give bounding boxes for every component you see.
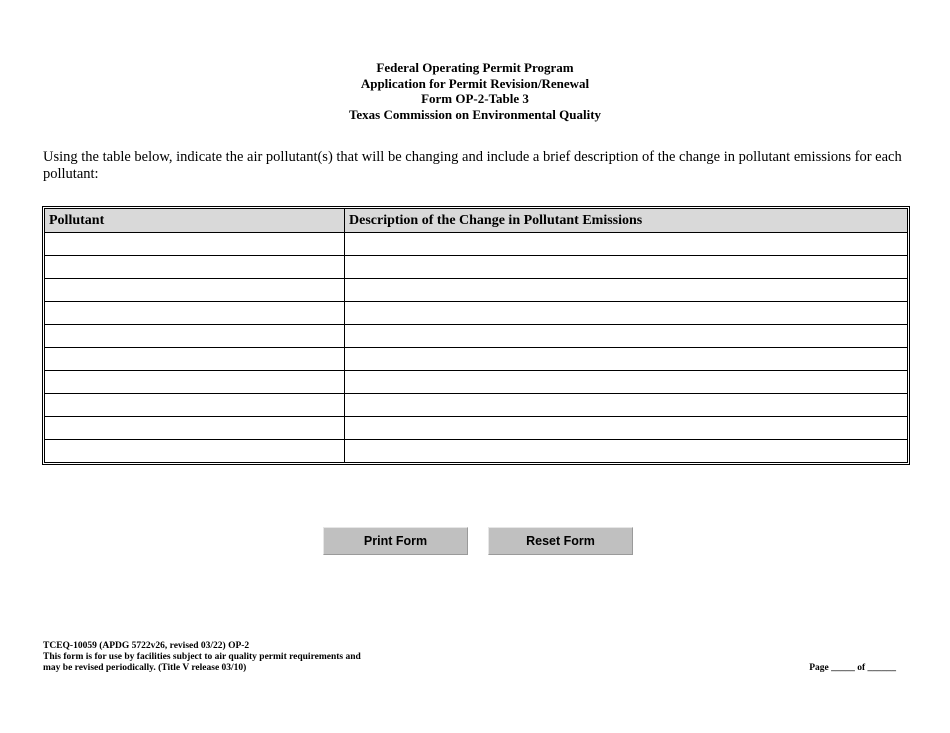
pollutant-input[interactable] — [49, 420, 340, 436]
pollutant-input[interactable] — [49, 305, 340, 321]
table-row — [45, 348, 908, 371]
form-header — [0, 60, 950, 122]
application-title: Application for Permit Revision/Renewal — [360, 75, 590, 91]
table-cell-pollutant — [45, 256, 345, 279]
pollutant-input[interactable] — [49, 443, 340, 459]
table-cell-description — [345, 233, 908, 256]
instructions-text: Using the table below, indicate the air pollutant(s) that will be changing and include a brief description of the change in pollutant emissions for each pollutant: — [43, 149, 902, 182]
program-title: Federal Operating Permit Program — [376, 60, 574, 75]
table-cell-description — [345, 440, 908, 463]
form-footer — [43, 641, 361, 674]
agency-name: Texas Commission on Environmental Quality — [348, 106, 602, 122]
description-input[interactable] — [349, 443, 903, 459]
table-header-row — [45, 209, 908, 233]
pollutant-input[interactable] — [49, 282, 340, 298]
pollutant-input[interactable] — [49, 259, 340, 275]
pollutant-table — [42, 206, 910, 465]
table-row — [45, 417, 908, 440]
reset-form-button[interactable]: Reset Form — [488, 527, 633, 555]
description-input[interactable] — [349, 282, 903, 298]
table-cell-pollutant — [45, 325, 345, 348]
table-cell-pollutant — [45, 302, 345, 325]
form-revision-note: may be revised periodically. (Title V release 03/10) — [43, 663, 247, 673]
description-input[interactable] — [349, 374, 903, 390]
pollutant-input[interactable] — [49, 351, 340, 367]
pollutant-input[interactable] — [49, 236, 340, 252]
table-cell-description — [345, 325, 908, 348]
table-cell-description — [345, 417, 908, 440]
description-input[interactable] — [349, 259, 903, 275]
table-cell-description — [345, 348, 908, 371]
description-input[interactable] — [349, 305, 903, 321]
table-row — [45, 440, 908, 463]
pollutant-input[interactable] — [49, 374, 340, 390]
description-input[interactable] — [349, 328, 903, 344]
pollutant-input[interactable] — [49, 328, 340, 344]
table-row — [45, 325, 908, 348]
table-cell-pollutant — [45, 440, 345, 463]
form-id: TCEQ-10059 (APDG 5722v26, revised 03/22) OP-2 — [43, 641, 250, 651]
table-cell-description — [345, 279, 908, 302]
table-cell-description — [345, 302, 908, 325]
table-cell-pollutant — [45, 371, 345, 394]
table-cell-pollutant — [45, 233, 345, 256]
description-input[interactable] — [349, 351, 903, 367]
form-usage-note: This form is for use by facilities subject to air quality permit requirements and — [43, 652, 361, 662]
print-form-button[interactable]: Print Form — [323, 527, 468, 555]
table-cell-description — [345, 256, 908, 279]
table-row — [45, 256, 908, 279]
column-header-pollutant: Pollutant — [45, 209, 345, 233]
table-row — [45, 394, 908, 417]
form-number: Form OP-2-Table 3 — [421, 91, 529, 106]
table-cell-description — [345, 394, 908, 417]
table-cell-pollutant — [45, 417, 345, 440]
table-cell-pollutant — [45, 279, 345, 302]
table-row — [45, 233, 908, 256]
column-header-description: Description of the Change in Pollutant Emissions — [345, 209, 908, 233]
description-input[interactable] — [349, 236, 903, 252]
table-cell-pollutant — [45, 394, 345, 417]
table-row — [45, 279, 908, 302]
table-row — [45, 371, 908, 394]
table-row — [45, 302, 908, 325]
pollutant-input[interactable] — [49, 397, 340, 413]
table-cell-pollutant — [45, 348, 345, 371]
table-cell-description — [345, 371, 908, 394]
description-input[interactable] — [349, 397, 903, 413]
description-input[interactable] — [349, 420, 903, 436]
page-number-field: Page _____ of ______ — [809, 663, 896, 673]
